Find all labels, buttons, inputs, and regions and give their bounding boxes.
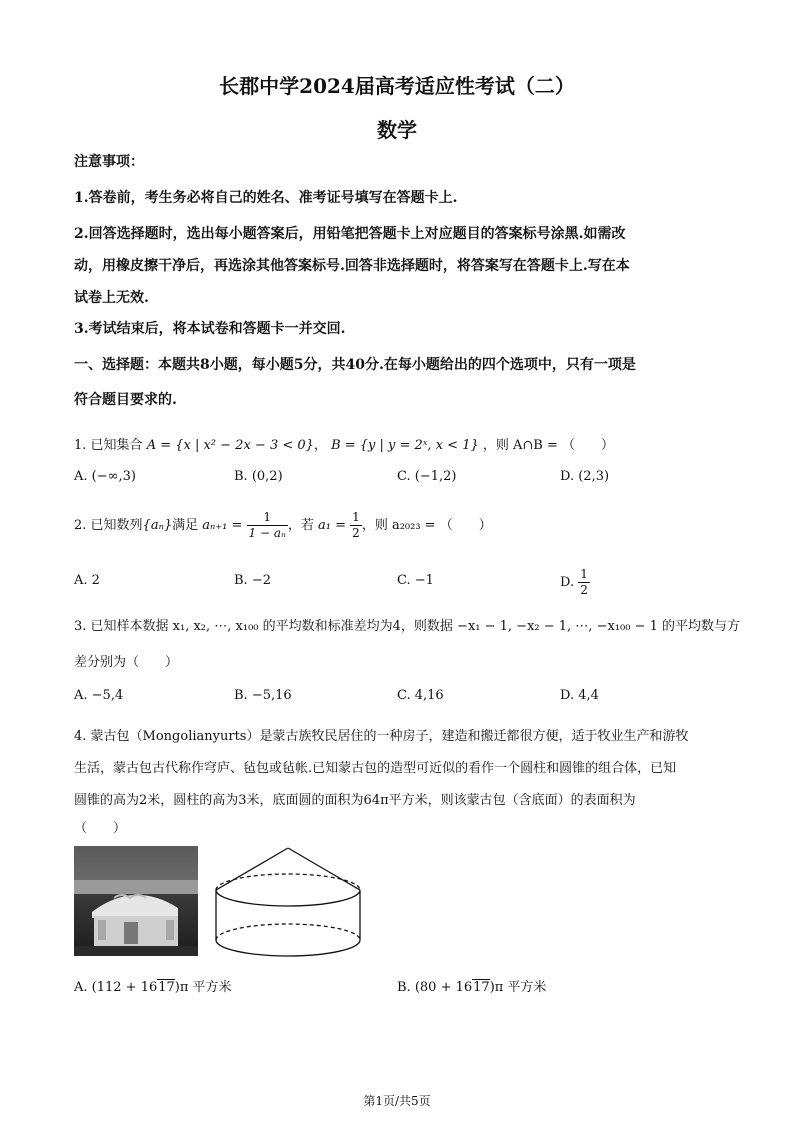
q1-separator: ， bbox=[313, 438, 327, 453]
q2-a1-numerator: 1 bbox=[352, 510, 360, 524]
q1-ask: ，则 A∩B = （ ） bbox=[482, 438, 614, 453]
q2-sequence: {aₙ} bbox=[142, 518, 173, 533]
q2-option-d bbox=[560, 567, 590, 598]
notice-item-2-line-3: 试卷上无效. bbox=[74, 290, 149, 306]
q3-line-2: 差分别为（ ） bbox=[74, 655, 179, 670]
q2-a1-denominator: 2 bbox=[352, 526, 360, 540]
q2-option-d-numerator: 1 bbox=[580, 567, 588, 581]
q3-line-1: 3. 已知样本数据 x₁, x₂, ⋯, x₁₀₀ 的平均数和标准差均为4，则数据 −x₁ − 1, −x₂ − 1, ⋯, −x₁₀₀ − 1 的平均数与方 bbox=[74, 619, 740, 634]
q1-set-b: B = {y | y = 2ˣ, x < 1} bbox=[331, 438, 479, 453]
q2-fraction-numerator: 1 bbox=[247, 510, 288, 526]
notice-heading: 注意事项： bbox=[74, 154, 144, 170]
q2-recurrence-lhs: aₙ₊₁ = bbox=[202, 518, 243, 533]
q1-option-b: B. (0,2) bbox=[234, 469, 283, 484]
q2-if: ，若 bbox=[287, 518, 314, 533]
q3-option-d: D. 4,4 bbox=[560, 688, 599, 703]
q2-a1-fraction bbox=[350, 510, 362, 541]
q1-prefix: 1. 已知集合 bbox=[74, 438, 143, 453]
question-2 bbox=[74, 510, 492, 541]
q4-line-1: 4. 蒙古包（Mongolianyurts）是蒙古族牧民居住的一种房子，建造和搬迁都很方便，适于牧业生产和游牧 bbox=[74, 729, 689, 744]
q3-option-a: A. −5,4 bbox=[74, 688, 124, 703]
notice-item-2-line-1: 2.回答选择题时，选出每小题答案后，用铅笔把答题卡上对应题目的答案标号涂黑.如需改 bbox=[74, 226, 626, 242]
q2-option-b: B. −2 bbox=[234, 573, 271, 588]
q4-option-a-prefix: A. (112 + 16 bbox=[74, 980, 158, 995]
q4-option-a-radicand: 17 bbox=[158, 980, 175, 995]
q2-mid: 满足 bbox=[172, 518, 199, 533]
q2-option-d-fraction bbox=[578, 567, 590, 598]
yurt-geometry-diagram bbox=[208, 846, 368, 958]
q2-option-c: C. −1 bbox=[397, 573, 434, 588]
q4-option-b-radicand: 17 bbox=[473, 980, 490, 995]
q1-option-a: A. (−∞,3) bbox=[74, 469, 136, 484]
section-1-line-1: 一、选择题：本题共8小题，每小题5分，共40分.在每小题给出的四个选项中，只有一项是 bbox=[74, 357, 636, 373]
q1-option-c: C. (−1,2) bbox=[397, 469, 457, 484]
question-1 bbox=[74, 434, 614, 453]
q1-option-d: D. (2,3) bbox=[560, 469, 610, 484]
q2-option-d-denominator: 2 bbox=[580, 583, 588, 597]
q3-option-c: C. 4,16 bbox=[397, 688, 444, 703]
q4-line-3: 圆锥的高为2米，圆柱的高为3米，底面圆的面积为64π平方米，则该蒙古包（含底面）的表面积为 bbox=[74, 793, 636, 808]
q2-fraction-denominator: 1 − aₙ bbox=[248, 526, 286, 540]
q4-line-2: 生活，蒙古包古代称作穹庐、毡包或毡帐.已知蒙古包的造型可近似的看作一个圆柱和圆锥的组合体，已知 bbox=[74, 761, 677, 776]
subject-title: 数学 bbox=[377, 118, 417, 142]
q3-option-b: B. −5,16 bbox=[234, 688, 292, 703]
q4-line-4: （ ） bbox=[74, 821, 127, 836]
q2-prefix: 2. 已知数列 bbox=[74, 518, 143, 533]
q2-a1: a₁ = bbox=[318, 518, 347, 533]
q2-recurrence-fraction bbox=[247, 510, 288, 541]
q2-option-a: A. 2 bbox=[74, 573, 100, 588]
q4-option-a bbox=[74, 976, 232, 995]
q4-option-b-prefix: B. (80 + 16 bbox=[397, 980, 473, 995]
section-1-line-2: 符合题目要求的. bbox=[74, 392, 177, 408]
notice-item-3: 3.考试结束后，将本试卷和答题卡一并交回. bbox=[74, 321, 346, 337]
q4-option-a-suffix: )π 平方米 bbox=[174, 980, 232, 995]
q2-option-d-label: D. bbox=[560, 575, 575, 590]
yurt-photo bbox=[74, 846, 198, 956]
q4-option-b bbox=[397, 976, 546, 995]
exam-title: 长郡中学2024届高考适应性考试（二） bbox=[219, 74, 575, 98]
notice-item-1: 1.答卷前，考生务必将自己的姓名、准考证号填写在答题卡上. bbox=[74, 190, 458, 206]
notice-item-2-line-2: 动，用橡皮擦干净后，再选涂其他答案标号.回答非选择题时，将答案写在答题卡上.写在本 bbox=[74, 258, 630, 274]
q1-set-a: A = {x | x² − 2x − 3 < 0} bbox=[146, 438, 314, 453]
q2-ask: ，则 a₂₀₂₃ = （ ） bbox=[361, 518, 492, 533]
page-footer: 第1页/共5页 bbox=[363, 1094, 431, 1108]
q4-option-b-suffix: )π 平方米 bbox=[489, 980, 547, 995]
